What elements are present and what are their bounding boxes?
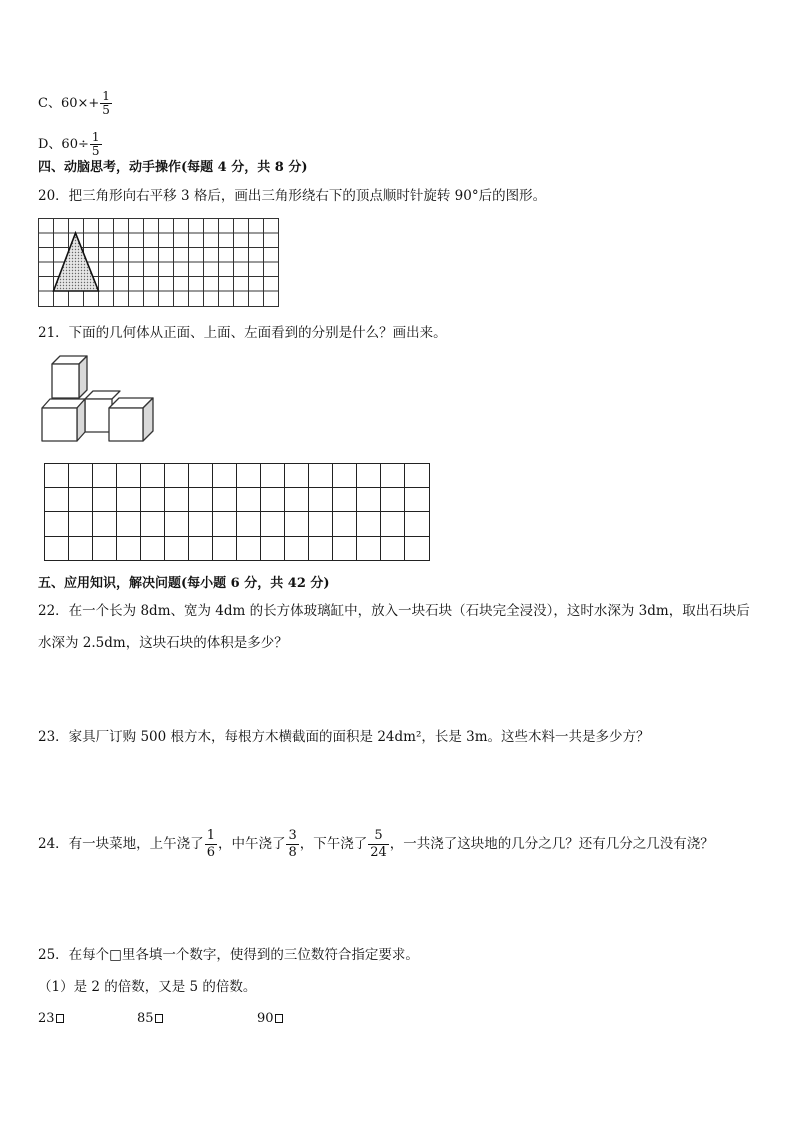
q24-part-1: 24．有一块菜地，上午浇了 (38, 836, 204, 852)
section-5-heading: 五、应用知识，解决问题(每小题 6 分，共 42 分) (38, 576, 330, 591)
q24-part-3: ，下午浇了 (299, 836, 368, 852)
question-22-line-1: 22．在一个长为 8dm、宽为 4dm 的长方体玻璃缸中，放入一块石块（石块完全浸没），这时水深为 3dm，取出石块后 (38, 603, 750, 619)
choice-c (38, 90, 113, 117)
choice-c-label: C、60×+ (38, 96, 100, 111)
cube-left (42, 399, 85, 441)
cube-top (52, 356, 87, 398)
cube-right (109, 398, 153, 441)
question-21: 21．下面的几何体从正面、上面、左面看到的分别是什么？画出来。 (38, 325, 447, 341)
choice-d (38, 131, 103, 158)
question-23: 23．家具厂订购 500 根方木，每根方木横截面的面积是 24dm²，长是 3m。这些木料一共是多少方？ (38, 729, 650, 745)
q24-fraction-3: $\frac{5}{24}$ (370, 828, 387, 860)
q21-answer-grid (44, 463, 432, 563)
question-25: 25．在每个□里各填一个数字，使得到的三位数符合指定要求。 (38, 947, 419, 963)
question-20: 20．把三角形向右平移 3 格后，画出三角形绕右下的顶点顺时针旋转 90°后的图形。 (38, 188, 547, 204)
digit-blank-box[interactable] (275, 1014, 283, 1023)
q24-part-4: ，一共浇了这块地的几分之几？还有几分之几没有浇？ (389, 836, 714, 852)
q25-blank-2: 85 (137, 1009, 163, 1029)
choice-d-label: D、60÷ (38, 137, 89, 152)
question-22-line-2: 水深为 2.5dm，这块石块的体积是多少？ (38, 635, 288, 651)
section-4-heading: 四、动脑思考，动手操作(每题 4 分，共 8 分) (38, 160, 308, 175)
question-24 (38, 826, 714, 862)
q24-part-2: ，中午浇了 (217, 836, 286, 852)
q21-cubes-figure (40, 350, 164, 444)
q24-fraction-1: $\frac{1}{6}$ (206, 828, 215, 860)
choice-d-fraction: $\frac{1}{5}$ (91, 130, 100, 158)
digit-blank-box[interactable] (56, 1014, 64, 1023)
q24-fraction-2: $\frac{3}{8}$ (288, 828, 297, 860)
choice-c-fraction: $\frac{1}{5}$ (102, 89, 110, 117)
q25-blank-3: 90 (257, 1009, 283, 1029)
question-25-sub-1: （1）是 2 的倍数，又是 5 的倍数。 (38, 979, 257, 995)
q25-blank-1: 23 (38, 1009, 64, 1029)
q20-grid (38, 218, 280, 308)
digit-blank-box[interactable] (155, 1014, 163, 1023)
